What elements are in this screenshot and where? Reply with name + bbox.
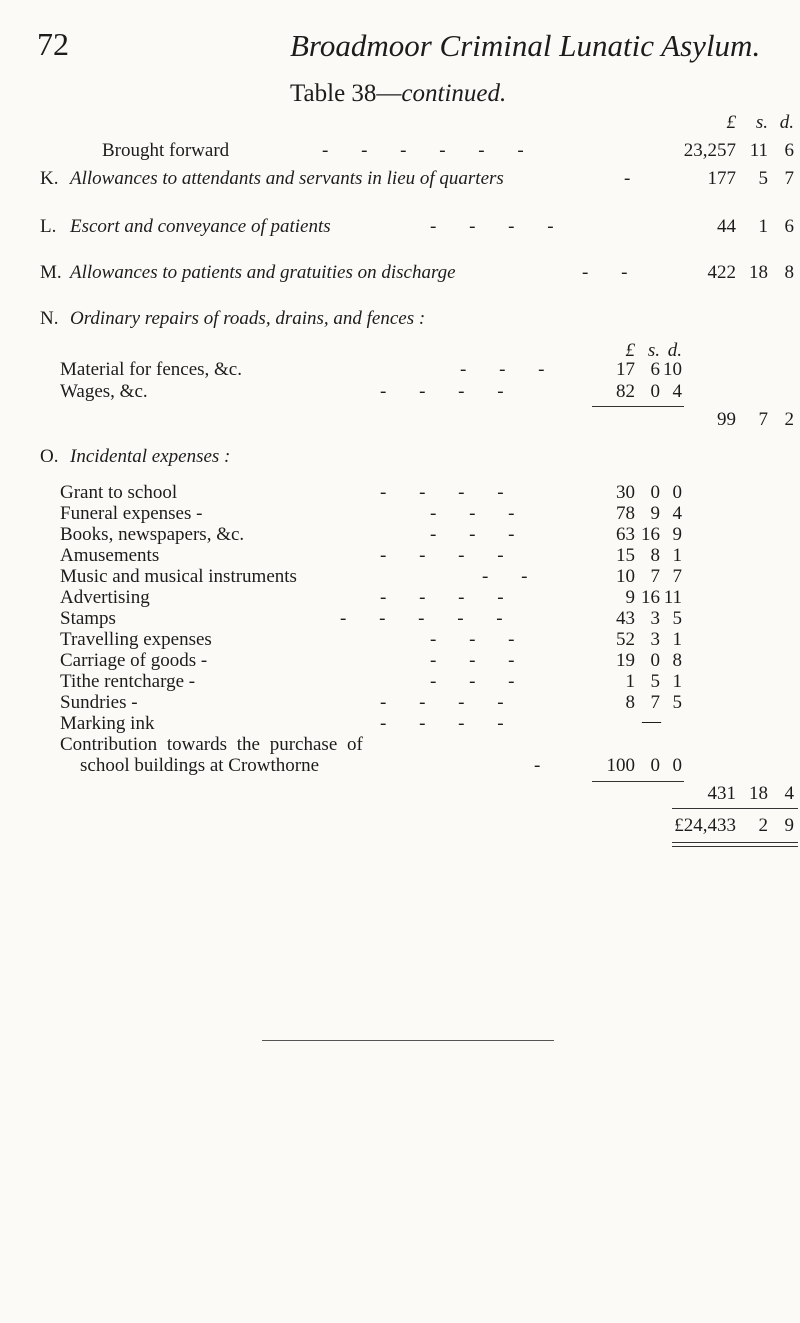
item-dashes: - - - [430,503,529,524]
item-label: Material for fences, &c. [60,359,242,380]
section-m-pence: 8 [784,262,794,283]
item-dashes: - - - [430,671,529,692]
section-l-pounds: 44 [717,216,736,237]
brought-forward-pounds: 23,257 [683,140,736,161]
section-k-pounds: 177 [707,168,736,189]
item-pence: 10 [663,359,682,380]
item-pounds: 82 [616,381,635,402]
item-pence: 11 [663,587,682,608]
section-l-label: Escort and conveyance of patients [70,216,331,237]
item-empty-value: — [642,711,661,732]
item-pence: 5 [672,692,682,713]
unit-shillings: s. [755,112,768,133]
item-pounds: 1 [625,671,635,692]
item-label: Funeral expenses - [60,503,203,524]
page-number: 72 [37,26,69,62]
brought-forward-label: Brought forward [102,140,230,161]
item-label: Tithe rentcharge - [60,671,196,692]
item-pounds: 8 [625,692,635,713]
item-pounds: 78 [616,503,635,524]
section-o-total-shillings: 18 [749,783,768,804]
grand-total-pounds: £24,433 [674,815,736,836]
item-pence: 4 [672,381,682,402]
section-n-total-pence: 2 [784,409,794,430]
section-m-dashes: - - [582,262,642,283]
section-n-total-shillings: 7 [758,409,768,430]
item-shillings: 3 [650,608,660,629]
item-pence: 4 [672,503,682,524]
item-shillings: 16 [641,524,660,545]
item-shillings: 6 [650,359,660,380]
unit-pounds: £ [726,112,736,133]
table-title-suffix: continued. [401,80,507,107]
brought-forward-dashes: - - - - - - [322,140,538,161]
brought-forward-shillings: 11 [749,140,768,161]
item-dashes: - - - - [380,692,518,713]
item-pounds: 9 [625,587,635,608]
page-footer-rule [262,1040,554,1041]
item-shillings: 7 [650,566,660,587]
item-dashes: - - - - [380,381,518,402]
section-o-total-pence: 4 [784,783,794,804]
section-o-letter: O. [40,446,59,467]
section-m-letter: M. [40,262,62,283]
item-dashes: - - - - [380,545,518,566]
item-label: Amusements [60,545,160,566]
section-l-dashes: - - - - [430,216,568,237]
section-l-shillings: 1 [758,216,768,237]
section-l-pence: 6 [784,216,794,237]
running-title: Broadmoor Criminal Lunatic Asylum. [290,28,761,63]
item-pence: 1 [672,545,682,566]
sub-unit-shillings: s. [647,340,660,361]
item-label: Carriage of goods - [60,650,208,671]
item-label: Advertising [60,587,150,608]
item-pounds: 10 [616,566,635,587]
item-pounds: 15 [616,545,635,566]
item-dashes: - - - - - [340,608,517,629]
item-pence: 7 [672,566,682,587]
item-pence: 1 [672,671,682,692]
section-o-total-pounds: 431 [707,783,736,804]
item-shillings: 3 [650,629,660,650]
item-dashes: - - - [460,359,559,380]
grand-total-pence: 9 [784,815,794,836]
section-k-label: Allowances to attendants and servants in lieu of quarters [70,168,504,189]
item-shillings: 0 [650,650,660,671]
section-n-label: Ordinary repairs of roads, drains, and fences : [70,308,426,329]
item-shillings: 8 [650,545,660,566]
table-title-main: Table 38— [290,80,402,107]
item-shillings: 16 [641,587,660,608]
item-dashes: - - - - [380,587,518,608]
item-dashes: - - - [430,629,529,650]
item-label: Music and musical instruments [60,566,297,587]
unit-pence: d. [779,112,794,133]
item-pence: 9 [672,524,682,545]
grand-total-double-rule-1 [672,842,798,843]
grand-total-double-rule-2 [672,846,798,847]
grand-total-top-rule [672,808,798,809]
item-label: Wages, &c. [60,381,148,402]
section-n-total-pounds: 99 [717,409,736,430]
section-k-dashes: - [624,168,631,189]
item-dashes: - - [482,566,542,587]
item-pounds: 52 [616,629,635,650]
contribution-shillings: 0 [650,755,660,776]
section-m-label: Allowances to patients and gratuities on discharge [70,262,456,283]
item-pence: 5 [672,608,682,629]
item-pounds: 63 [616,524,635,545]
item-pounds: 17 [616,359,635,380]
sub-unit-pounds: £ [625,340,635,361]
grand-total-shillings: 2 [758,815,768,836]
item-pence: 0 [672,482,682,503]
item-pounds: 30 [616,482,635,503]
item-dashes: - - - [430,524,529,545]
item-shillings: 0 [650,381,660,402]
item-dashes: - - - [430,650,529,671]
section-n-subtotal-rule [592,406,684,407]
contribution-dashes: - [534,755,541,776]
section-o-label: Incidental expenses : [70,446,231,467]
section-m-shillings: 18 [749,262,768,283]
item-pence: 1 [672,629,682,650]
item-label: Grant to school [60,482,178,503]
item-label: Books, newspapers, &c. [60,524,245,545]
item-pounds: 43 [616,608,635,629]
section-k-letter: K. [40,168,59,189]
section-n-letter: N. [40,308,59,329]
item-shillings: 0 [650,482,660,503]
contribution-line2: school buildings at Crowthorne [80,755,320,776]
item-dashes: - - - - [380,482,518,503]
item-label: Sundries - [60,692,138,713]
brought-forward-pence: 6 [784,140,794,161]
item-shillings: 9 [650,503,660,524]
item-dashes: - - - - [380,713,518,734]
item-label: Marking ink [60,713,155,734]
item-shillings: 5 [650,671,660,692]
contribution-pence: 0 [672,755,682,776]
section-m-pounds: 422 [707,262,736,283]
contribution-line1: Contribution towards the purchase of [60,734,363,755]
section-k-pence: 7 [784,168,794,189]
item-pence: 8 [672,650,682,671]
section-k-shillings: 5 [758,168,768,189]
sub-unit-pence: d. [667,340,682,361]
item-label: Stamps [60,608,116,629]
item-label: Travelling expenses [60,629,212,650]
table-title [290,80,506,108]
item-shillings: 7 [650,692,660,713]
item-pounds: 19 [616,650,635,671]
section-o-subtotal-rule [592,781,684,782]
section-l-letter: L. [40,216,57,237]
contribution-pounds: 100 [606,755,635,776]
